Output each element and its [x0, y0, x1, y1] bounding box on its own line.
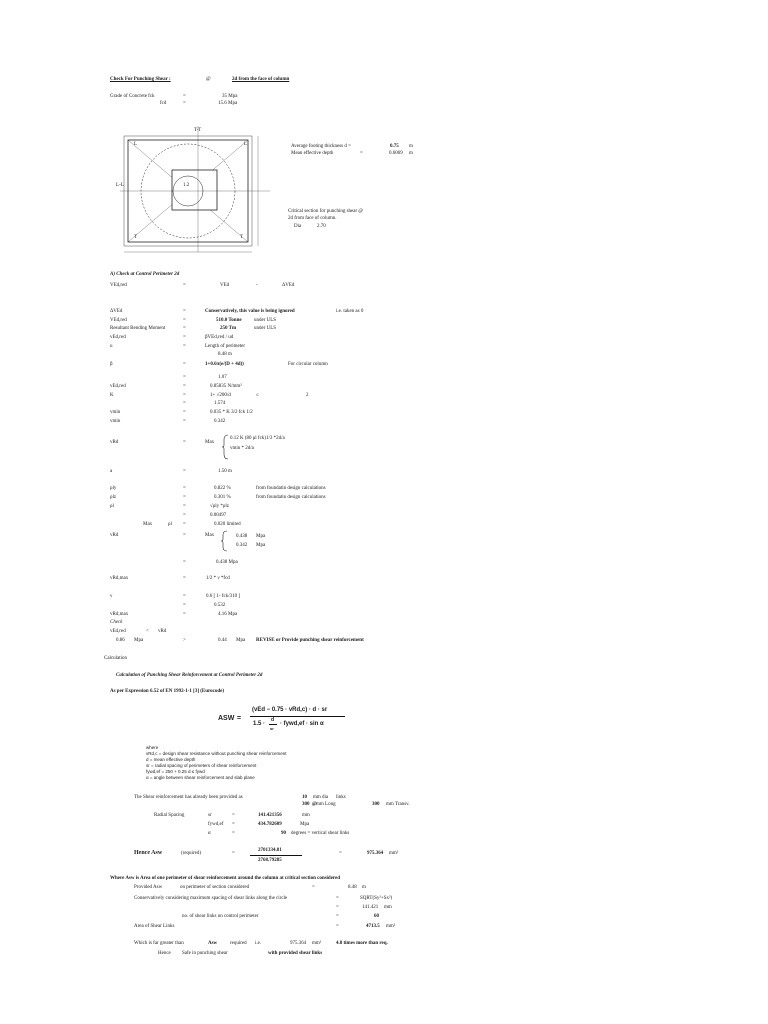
row-note: For circular column: [288, 362, 328, 367]
asw-symbol: Asw: [208, 941, 218, 946]
row-value: 0.035 * K 3/2 fck 1/2: [210, 410, 253, 415]
row-value: Conservatively, this value is being ignored: [205, 309, 295, 314]
row-value: 0.301 %: [214, 495, 231, 500]
compare-lhs: vEd,red: [110, 629, 126, 634]
equals: =: [183, 94, 186, 99]
alpha-label: α: [208, 831, 211, 836]
row-value: 0.822 %: [214, 486, 231, 491]
row-label: ρl: [110, 504, 114, 509]
thickness-label: Average footing thickness d =: [291, 144, 351, 149]
asw-result-unit: mm²: [389, 851, 399, 856]
critical-note-1: Critical section for punching shear @: [288, 209, 363, 214]
equals: =: [183, 283, 186, 288]
row-value: 1.574: [214, 401, 226, 406]
row-label: vRd: [110, 440, 119, 445]
corner-label: T: [240, 235, 244, 240]
row-label: VEd,red: [110, 318, 127, 323]
required-unit: mm²: [312, 941, 322, 946]
equals: =: [183, 469, 186, 474]
alpha-value: 90: [281, 831, 286, 836]
row-label: vEd,red: [110, 384, 126, 389]
formula-denominator-frac-num: d: [271, 717, 275, 723]
equals: =: [183, 375, 186, 380]
brace-icon: [220, 530, 228, 552]
asw-result: 975.364: [367, 851, 384, 856]
row-value: Length of perimeter: [205, 344, 245, 349]
spacing-trans: 300: [372, 802, 380, 807]
equals: =: [183, 384, 186, 389]
area-links-unit: mm²: [386, 924, 396, 929]
where-line: fywd,ef = 250 + 0.25 d ≤ fywd: [146, 769, 205, 774]
provided-asw-text: on perimeter of section considered: [180, 885, 250, 890]
asw-formula: [150, 703, 348, 741]
compare-unit: Mpa: [134, 638, 144, 643]
revise-message: REVISE or Provide punching shear reinforcement: [256, 638, 364, 643]
equals: =: [336, 905, 339, 910]
spacing-long: 300: [302, 802, 310, 807]
row-label: ΔVEd: [110, 309, 123, 314]
column-size-label: 1.2: [183, 183, 190, 188]
thickness-unit: m: [409, 144, 413, 149]
summary-title: Where Asw is Area of one perimeter of shear reinforcement around the column at critical section considered: [110, 876, 341, 881]
depth-label: Mean effective depth: [291, 151, 334, 156]
grade-value: 35 Mpa: [222, 94, 238, 99]
row-label: vEd,red: [110, 335, 126, 340]
row-value: √ρly *ρlz: [210, 504, 229, 509]
formula-denominator-2: · fywd,ef · sin α: [280, 721, 324, 727]
bar-unit: mm dia: [313, 795, 329, 800]
grade-label: Grade of Concrete fck: [110, 94, 155, 99]
conservative-unit: mm: [384, 905, 392, 910]
row-value: 1/2 * ν *fcd: [206, 576, 230, 581]
no-links-label: no. of shear links on control perimeter: [182, 914, 259, 919]
row-value: 1.07: [218, 375, 227, 380]
row-note: under ULS: [254, 318, 277, 323]
check-label: Check: [110, 620, 123, 625]
equals: =: [183, 440, 186, 445]
section-a-title: A) Check at Control Perimeter 2d: [110, 272, 180, 277]
equals: =: [183, 335, 186, 340]
where-line: α = angle between shear reinforcement and slab plane: [146, 775, 255, 780]
row-value: 510.0 Tonne: [216, 318, 242, 323]
conservative-text: Conservatively considering maximum spacing of shear links along the circle: [134, 896, 288, 901]
compare-value: 0.44: [218, 638, 227, 643]
thickness-value: 0.75: [390, 144, 399, 149]
critical-note-2: 2d from face of column.: [288, 216, 337, 221]
row-label: K: [110, 393, 114, 398]
depth-value: 0.6069: [389, 151, 403, 156]
equals: =: [183, 486, 186, 491]
equals: =: [183, 594, 186, 599]
compare-op: >: [183, 638, 186, 643]
dia-label: Dia: [294, 224, 302, 229]
dia-value: 2.70: [317, 224, 326, 229]
fcd-value: 15.6 Mpa: [218, 101, 238, 106]
compare-rhs: vRd: [158, 629, 167, 634]
row-value: 4.16 Mpa: [218, 612, 238, 617]
hence-asw-label: Hence Asw: [134, 850, 163, 856]
depth-unit: m: [409, 151, 413, 156]
fy-unit: Mpa: [300, 822, 310, 827]
where-line: vRd,c = design shear resistance without punching shear reinforcement: [146, 751, 287, 756]
v-ed-symbol: VEd: [220, 283, 230, 288]
row-value: 1.50 m: [218, 469, 232, 474]
corner-label: L: [134, 142, 138, 147]
row-value: 0.532: [214, 603, 226, 608]
delta-v-ed-symbol: ΔVEd: [282, 283, 295, 288]
equals: =: [183, 560, 186, 565]
row-label: u: [110, 344, 113, 349]
row-value: 0.6 [ 1- fck/310 ]: [206, 594, 241, 599]
conservative-value: 141.421: [362, 905, 379, 910]
asw-denominator: 2768.79285: [258, 858, 282, 863]
sr-label: sr: [208, 813, 212, 818]
equals: =: [336, 896, 339, 901]
row-label: vRd,max: [110, 576, 129, 581]
equals: =: [183, 504, 186, 509]
row-label: vmin: [110, 410, 121, 415]
row-label: ν: [110, 594, 113, 599]
bar-type: links: [336, 795, 346, 800]
equals: =: [336, 914, 339, 919]
equals: =: [183, 344, 186, 349]
row-value: βVEd,red / ud: [205, 335, 234, 340]
trans-unit: mm Transv.: [386, 802, 410, 807]
equals: =: [232, 822, 235, 827]
provided-label: The Shear reinforcement has already been provided as: [134, 795, 243, 800]
corner-label: L: [244, 142, 248, 147]
corner-label: T: [134, 235, 138, 240]
equals: =: [360, 151, 363, 156]
column-outline: [172, 170, 217, 210]
row-label: β: [110, 362, 113, 367]
fcd-label: fcd: [160, 101, 167, 106]
asw-fraction-bar: [250, 855, 302, 856]
fy-value: 434.782609: [258, 822, 282, 827]
row-value: 0.00497: [210, 513, 227, 518]
formula-eq: =: [237, 715, 242, 722]
equals: =: [336, 924, 339, 929]
equals: =: [183, 576, 186, 581]
provided-value: 8.48: [348, 885, 357, 890]
equals: =: [183, 522, 186, 527]
equals: =: [183, 318, 186, 323]
tt-label: T-T: [194, 128, 202, 133]
row-unit: Mpa: [256, 543, 266, 548]
where-line: where: [146, 745, 159, 750]
row-value: 8.48 m: [218, 352, 232, 357]
at-symbol: @: [312, 802, 317, 807]
minus: -: [256, 283, 258, 288]
row-label: a: [110, 469, 113, 474]
ll-label: L-L: [116, 183, 124, 188]
row-value: Max: [205, 440, 215, 445]
required-label: required: [230, 941, 247, 946]
row-value: 0.438: [236, 534, 248, 539]
long-unit: mm Long: [316, 802, 336, 807]
hence-label: Hence: [158, 951, 171, 956]
equals: =: [232, 813, 235, 818]
row-value: 0.342: [214, 419, 226, 424]
bar-dia: 10: [302, 795, 307, 800]
row-value: 0.342: [236, 543, 248, 548]
row-note: i.e. taken as 0: [336, 309, 364, 314]
section-b-title: Calculation of Punching Shear Reinforcement at Control Perimeter 2d: [116, 673, 263, 678]
provided-unit: m: [362, 885, 366, 890]
equals: =: [183, 603, 186, 608]
row-label: vmin: [110, 419, 121, 424]
expression-reference: As per Expression 6.52 of EN 1992-1-1 [3] (Eurocode): [110, 689, 225, 694]
row-label: Max: [143, 522, 153, 527]
required-value: 975.364: [290, 941, 307, 946]
sr-value: 141.421356: [258, 813, 282, 818]
compare-op: <: [146, 629, 149, 634]
equals: =: [183, 326, 186, 331]
formula-inner-fraction-bar: [269, 724, 277, 725]
equals: =: [183, 612, 186, 617]
equals: =: [183, 419, 186, 424]
equals: =: [183, 393, 186, 398]
row-value: 1+ √200/d: [210, 393, 231, 398]
formula-numerator: (vEd − 0.75 · vRd,c) · d · sr: [252, 707, 328, 713]
where-line: sr = radial spacing of perimeters of shear reinforcement: [146, 763, 257, 768]
row-label: vRd,max: [110, 612, 129, 617]
compare-value: 0.86: [116, 638, 125, 643]
row-value: 1+0.6π(e/(D + 4d)): [205, 362, 244, 367]
provided-asw-label: Provided Asw: [134, 885, 163, 890]
row-label: vRd: [110, 533, 119, 538]
equals: =: [183, 533, 186, 538]
alpha-unit: degrees = vertical shear links: [291, 831, 350, 836]
equals: =: [183, 513, 186, 518]
row-value: 250 Tm: [220, 326, 237, 331]
row-note: under ULS: [254, 326, 277, 331]
row-note: from foundatin design calculations: [256, 486, 326, 491]
v-ed-red-label: VEd,red: [110, 283, 127, 288]
sr-unit: mm: [302, 813, 310, 818]
formula-fraction-bar: [250, 716, 345, 717]
equals: =: [312, 885, 315, 890]
equals: =: [183, 362, 186, 367]
row-label: ρl: [168, 522, 172, 527]
times-more: 4.8 times more than req.: [336, 941, 388, 946]
row-value: vmin * 2d/a: [230, 446, 254, 451]
calculation-label: Calculation: [104, 656, 128, 661]
equals: =: [183, 410, 186, 415]
area-links-label: Area of Shear Links: [134, 924, 175, 929]
conservative-formula: SQRT(Sy²+Sx²): [360, 896, 393, 901]
formula-denominator-frac-den: sr: [270, 726, 274, 731]
where-line: d = mean effective depth: [146, 757, 196, 762]
row-value: 0.438 Mpa: [216, 560, 238, 565]
formula-asw: ASW: [218, 715, 235, 722]
equals: =: [232, 831, 235, 836]
required-label: (required): [181, 851, 201, 856]
fy-label: fywd,ef: [208, 822, 224, 827]
brace-icon: [221, 434, 229, 460]
row-label: ρlz: [110, 495, 117, 500]
radial-label: Radial Spacing: [154, 813, 185, 818]
row-value: 0.12 K (80 ρl fck)1/3 *2d/a: [230, 436, 285, 441]
section-title-tail: 2d from the face of column: [232, 77, 290, 82]
row-value: Max: [205, 533, 215, 538]
formula-denominator-1: 1.5 ·: [253, 721, 266, 727]
equals: =: [183, 401, 186, 406]
equals: =: [183, 101, 186, 106]
at-symbol: @: [206, 77, 211, 82]
compare-unit: Mpa: [236, 638, 246, 643]
section-title: Check For Punching Shear :: [110, 77, 171, 82]
row-value: 0.020 limited: [214, 522, 241, 527]
ie-label: i.e.: [255, 941, 262, 946]
row-unit: Mpa: [256, 534, 266, 539]
equals: =: [183, 309, 186, 314]
with-links-label: with provided shear links: [268, 951, 323, 956]
asw-numerator: 2701334.81: [258, 848, 282, 853]
row-label: ρly: [110, 486, 117, 491]
row-value: ≤: [256, 393, 259, 398]
row-value: 0.85835 N/mm²: [210, 384, 242, 389]
greater-label: Which is far greater than: [134, 941, 184, 946]
equals: =: [183, 495, 186, 500]
area-links-value: 4713.5: [366, 924, 380, 929]
equals: =: [232, 851, 235, 856]
row-label: Resultant Bending Moment: [110, 326, 166, 331]
row-note: from foundatin design calculations: [256, 495, 326, 500]
row-value: 2: [306, 393, 309, 398]
equals: =: [339, 851, 342, 856]
safe-label: Safe in punching shear: [182, 951, 228, 956]
no-links-value: 60: [374, 914, 379, 919]
